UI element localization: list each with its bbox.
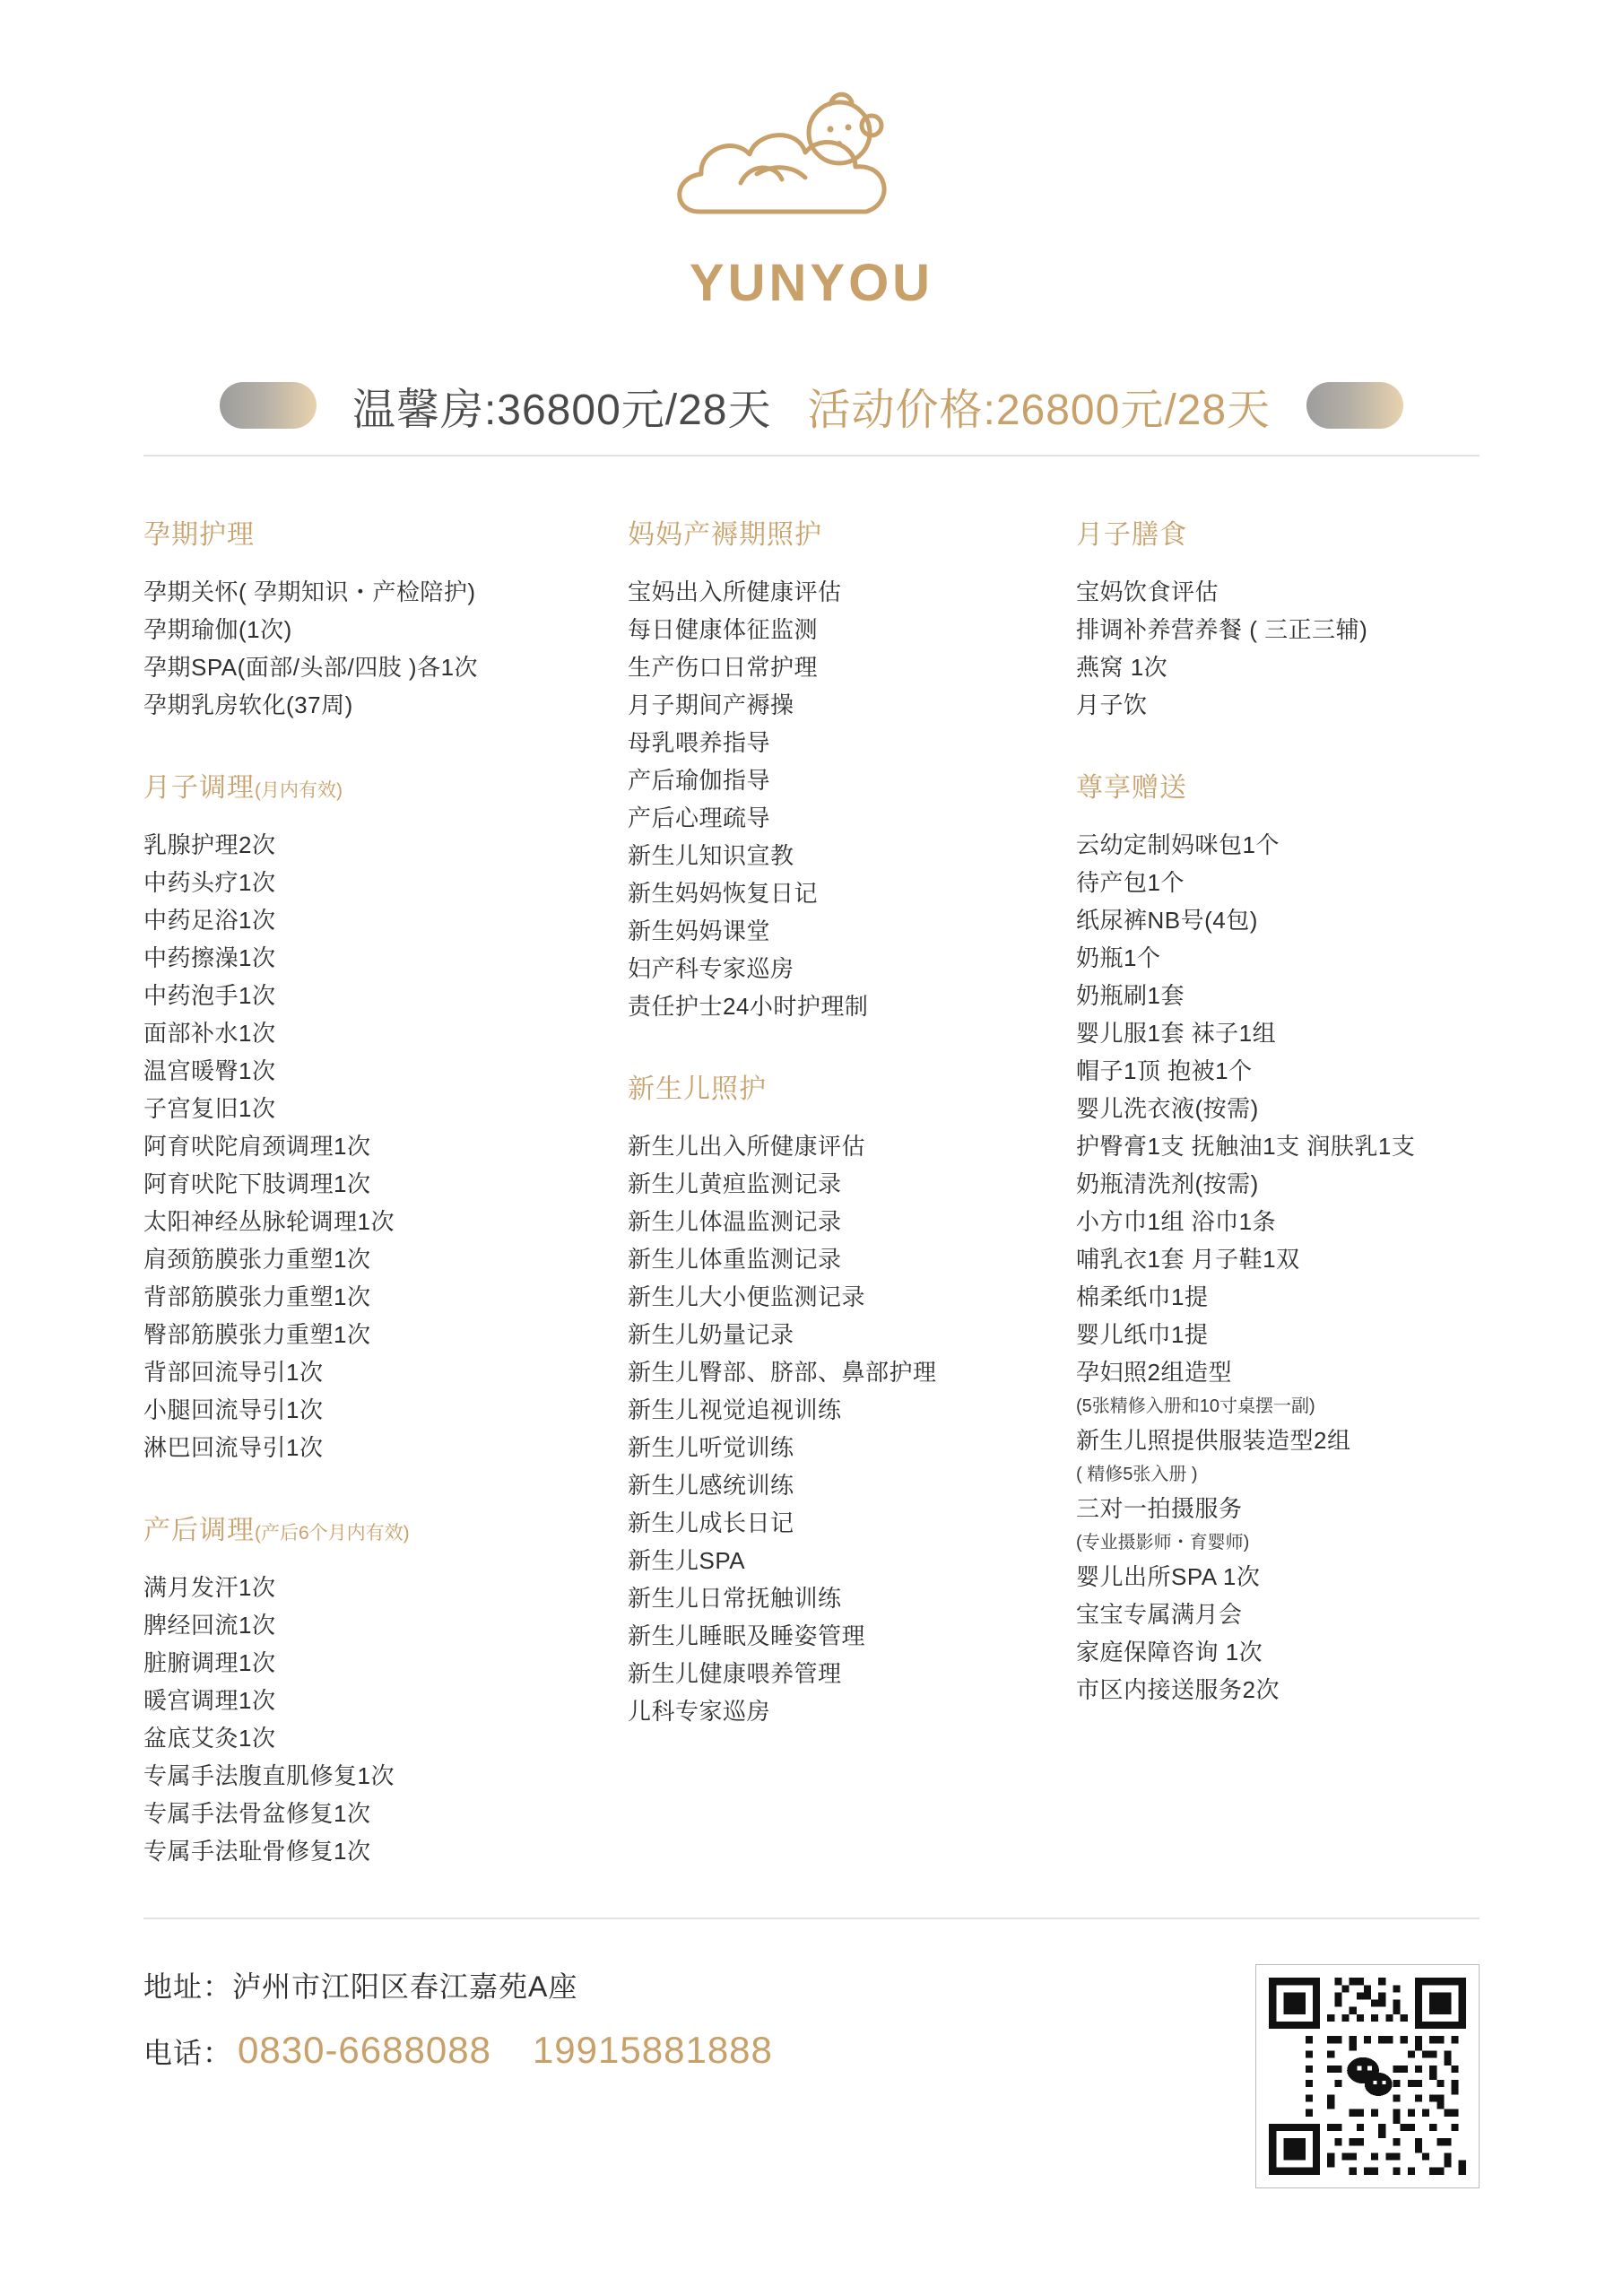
section-title: 孕期护理 xyxy=(143,520,255,550)
list-item xyxy=(1076,1278,1480,1316)
list-item xyxy=(1076,1596,1480,1633)
list-item-note: ( 精修5张入册 ) xyxy=(1076,1465,1198,1484)
list-item: 背部回流导引1次 xyxy=(143,1359,324,1386)
list-item: 小腿回流导引1次 xyxy=(143,1396,324,1423)
list-item: 满月发汗1次 xyxy=(143,1574,276,1601)
section-item-list xyxy=(1076,826,1480,1709)
section-exclusive-gifts xyxy=(1076,765,1480,1709)
list-item: 新生儿大小便监测记录 xyxy=(628,1283,866,1310)
footer xyxy=(143,1918,1480,2188)
section-prenatal-care xyxy=(143,512,610,724)
list-item xyxy=(1076,1558,1480,1596)
list-item-text: 小方巾1组 浴巾1条 xyxy=(1076,1208,1277,1235)
list-item xyxy=(1076,1127,1480,1165)
list-item: 宝妈饮食评估 xyxy=(1076,578,1219,605)
list-item: 新生儿日常抚触训练 xyxy=(628,1585,842,1612)
list-item: 每日健康体征监测 xyxy=(628,616,819,643)
list-item: 温宫暖臀1次 xyxy=(143,1057,276,1084)
list-item: 盆底艾灸1次 xyxy=(143,1725,276,1752)
list-item xyxy=(1076,1203,1480,1240)
list-item-text: 婴儿纸巾1提 xyxy=(1076,1321,1209,1348)
list-item: 脏腑调理1次 xyxy=(143,1649,276,1676)
section-title: 月子调理(月内有效) xyxy=(143,773,343,803)
list-item: 新生儿SPA xyxy=(628,1547,746,1574)
list-item-text: 棉柔纸巾1提 xyxy=(1076,1283,1209,1310)
baby-sleeping-on-cloud-icon xyxy=(664,77,959,257)
list-item: 新生妈妈恢复日记 xyxy=(628,880,819,907)
list-item: 母乳喂养指导 xyxy=(628,729,771,756)
list-item: 阿育吠陀下肢调理1次 xyxy=(143,1170,371,1197)
list-item xyxy=(1076,1422,1480,1490)
list-item-text: 宝宝专属满月会 xyxy=(1076,1601,1243,1628)
list-item: 月子饮 xyxy=(1076,691,1148,718)
decorative-pill-right xyxy=(1306,382,1403,429)
contact-block xyxy=(143,1964,773,2095)
list-item-note: (5张精修入册和10寸桌摆一副) xyxy=(1076,1396,1315,1416)
normal-price: 温馨房:36800元/28天 xyxy=(352,386,772,434)
list-item: 新生妈妈课堂 xyxy=(628,918,771,944)
list-item: 新生儿奶量记录 xyxy=(628,1321,794,1348)
list-item: 专属手法耻骨修复1次 xyxy=(143,1838,371,1865)
list-item: 新生儿出入所健康评估 xyxy=(628,1133,866,1160)
list-item-text: 市区内接送服务2次 xyxy=(1076,1676,1280,1703)
list-item: 肩颈筋膜张力重塑1次 xyxy=(143,1246,371,1273)
list-item: 新生儿知识宣教 xyxy=(628,842,794,869)
section-title: 月子膳食 xyxy=(1076,520,1187,550)
column-middle xyxy=(628,512,1076,1730)
list-item: 新生儿成长日记 xyxy=(628,1509,794,1536)
list-item-text: 云幼定制妈咪包1个 xyxy=(1076,831,1280,858)
section-title: 新生儿照护 xyxy=(628,1074,767,1104)
list-item: 孕期瑜伽(1次) xyxy=(143,616,292,643)
list-item xyxy=(1076,1052,1480,1090)
list-item-text: 护臀膏1支 抚触油1支 润肤乳1支 xyxy=(1076,1133,1416,1160)
list-item: 脾经回流1次 xyxy=(143,1612,276,1639)
column-left xyxy=(143,512,628,1870)
list-item: 专属手法骨盆修复1次 xyxy=(143,1800,371,1827)
list-item: 子宫复旧1次 xyxy=(143,1095,276,1122)
list-item: 新生儿听觉训练 xyxy=(628,1434,794,1461)
list-item-text: 家庭保障咨询 1次 xyxy=(1076,1639,1263,1665)
list-item: 生产伤口日常护理 xyxy=(628,654,819,681)
brand-wordmark: YUNYOU xyxy=(689,254,934,312)
section-maternal-puerperium-care xyxy=(628,512,1058,1025)
list-item: 中药头疗1次 xyxy=(143,869,276,896)
list-item: 背部筋膜张力重塑1次 xyxy=(143,1283,371,1310)
list-item xyxy=(1076,1014,1480,1052)
list-item: 孕期SPA(面部/头部/四肢 )各1次 xyxy=(143,654,479,681)
list-item: 宝妈出入所健康评估 xyxy=(628,578,842,605)
list-item: 中药泡手1次 xyxy=(143,982,276,1009)
list-item: 妇产科专家巡房 xyxy=(628,955,794,982)
list-item-text: 待产包1个 xyxy=(1076,869,1185,896)
list-item-text: 奶瓶刷1套 xyxy=(1076,982,1185,1009)
brand-logo xyxy=(143,0,1480,313)
list-item: 臀部筋膜张力重塑1次 xyxy=(143,1321,371,1348)
list-item: 阿育吠陀肩颈调理1次 xyxy=(143,1133,371,1160)
list-item-text: 帽子1顶 抱被1个 xyxy=(1076,1057,1253,1084)
phone-line xyxy=(143,2029,773,2072)
decorative-pill-left xyxy=(220,382,317,429)
section-item-list xyxy=(1076,573,1480,724)
section-title: 妈妈产褥期照护 xyxy=(628,520,822,550)
wechat-qr-code[interactable] xyxy=(1255,1964,1480,2188)
list-item: 面部补水1次 xyxy=(143,1020,276,1047)
section-confinement-meals xyxy=(1076,512,1480,724)
list-item-text: 哺乳衣1套 月子鞋1双 xyxy=(1076,1246,1300,1273)
list-item: 产后心理疏导 xyxy=(628,804,771,831)
list-item: 新生儿体温监测记录 xyxy=(628,1208,842,1235)
list-item: 乳腺护理2次 xyxy=(143,831,276,858)
phone-label: 电话： xyxy=(143,2037,233,2069)
section-title: 产后调理(产后6个月内有效) xyxy=(143,1516,410,1545)
list-item: 暖宫调理1次 xyxy=(143,1687,276,1714)
list-item-text: 奶瓶1个 xyxy=(1076,944,1161,971)
price-band xyxy=(143,356,1480,457)
list-item: 新生儿睡眠及睡姿管理 xyxy=(628,1622,866,1649)
list-item: 排调补养营养餐 ( 三正三辅) xyxy=(1076,616,1368,643)
section-item-list xyxy=(143,1569,610,1870)
list-item xyxy=(1076,1633,1480,1671)
list-item-text: 婴儿洗衣液(按需) xyxy=(1076,1095,1259,1122)
list-item: 新生儿视觉追视训练 xyxy=(628,1396,842,1423)
list-item-text: 婴儿服1套 袜子1组 xyxy=(1076,1020,1277,1047)
list-item xyxy=(1076,1316,1480,1353)
service-columns xyxy=(143,512,1480,1870)
section-item-list xyxy=(628,573,1058,1025)
list-item: 责任护士24小时护理制 xyxy=(628,993,869,1020)
address-label: 地址： xyxy=(143,1970,233,2003)
list-item-text: 纸尿裤NB号(4包) xyxy=(1076,907,1258,934)
list-item: 中药擦澡1次 xyxy=(143,944,276,971)
section-item-list xyxy=(143,826,610,1466)
list-item: 新生儿健康喂养管理 xyxy=(628,1660,842,1687)
list-item xyxy=(1076,939,1480,977)
list-item-text: 奶瓶清洗剂(按需) xyxy=(1076,1170,1259,1197)
list-item-text: 新生儿照提供服装造型2组 xyxy=(1076,1427,1351,1454)
list-item: 产后瑜伽指导 xyxy=(628,767,771,794)
list-item: 太阳神经丛脉轮调理1次 xyxy=(143,1208,395,1235)
section-postnatal-recovery xyxy=(143,1508,610,1870)
list-item: 新生儿黄疸监测记录 xyxy=(628,1170,842,1197)
list-item: 新生儿感统训练 xyxy=(628,1472,794,1499)
section-item-list xyxy=(143,573,610,724)
phone-number-secondary[interactable]: 19915881888 xyxy=(532,2029,773,2071)
list-item xyxy=(1076,826,1480,864)
list-item: 孕期关怀( 孕期知识・产检陪护) xyxy=(143,578,476,605)
list-item xyxy=(1076,1165,1480,1203)
address-value: 泸州市江阳区春江嘉苑A座 xyxy=(232,1970,578,2003)
phone-number-primary[interactable]: 0830-6688088 xyxy=(238,2029,491,2071)
list-item: 中药足浴1次 xyxy=(143,907,276,934)
list-item xyxy=(1076,864,1480,901)
section-title: 尊享赠送 xyxy=(1076,773,1187,803)
list-item xyxy=(1076,901,1480,939)
list-item xyxy=(1076,1090,1480,1127)
list-item xyxy=(1076,977,1480,1014)
promo-price: 活动价格:26800元/28天 xyxy=(807,386,1271,434)
list-item xyxy=(1076,1353,1480,1422)
section-item-list xyxy=(628,1127,1058,1730)
list-item: 儿科专家巡房 xyxy=(628,1698,771,1725)
list-item-note: (专业摄影师・育婴师) xyxy=(1076,1533,1250,1552)
list-item: 淋巴回流导引1次 xyxy=(143,1434,324,1461)
list-item-text: 婴儿出所SPA 1次 xyxy=(1076,1563,1261,1590)
list-item: 新生儿臀部、脐部、鼻部护理 xyxy=(628,1359,937,1386)
list-item: 月子期间产褥操 xyxy=(628,691,794,718)
list-item xyxy=(1076,1490,1480,1558)
section-postpartum-month-care xyxy=(143,765,610,1466)
list-item: 专属手法腹直肌修复1次 xyxy=(143,1762,395,1789)
address-line xyxy=(143,1964,773,2005)
list-item: 燕窝 1次 xyxy=(1076,654,1168,681)
list-item-text: 孕妇照2组造型 xyxy=(1076,1359,1232,1386)
column-right xyxy=(1076,512,1480,1709)
section-newborn-care xyxy=(628,1066,1058,1730)
list-item-text: 三对一拍摄服务 xyxy=(1076,1495,1243,1522)
list-item: 新生儿体重监测记录 xyxy=(628,1246,842,1273)
list-item xyxy=(1076,1240,1480,1278)
list-item xyxy=(1076,1671,1480,1709)
list-item: 孕期乳房软化(37周) xyxy=(143,691,353,718)
